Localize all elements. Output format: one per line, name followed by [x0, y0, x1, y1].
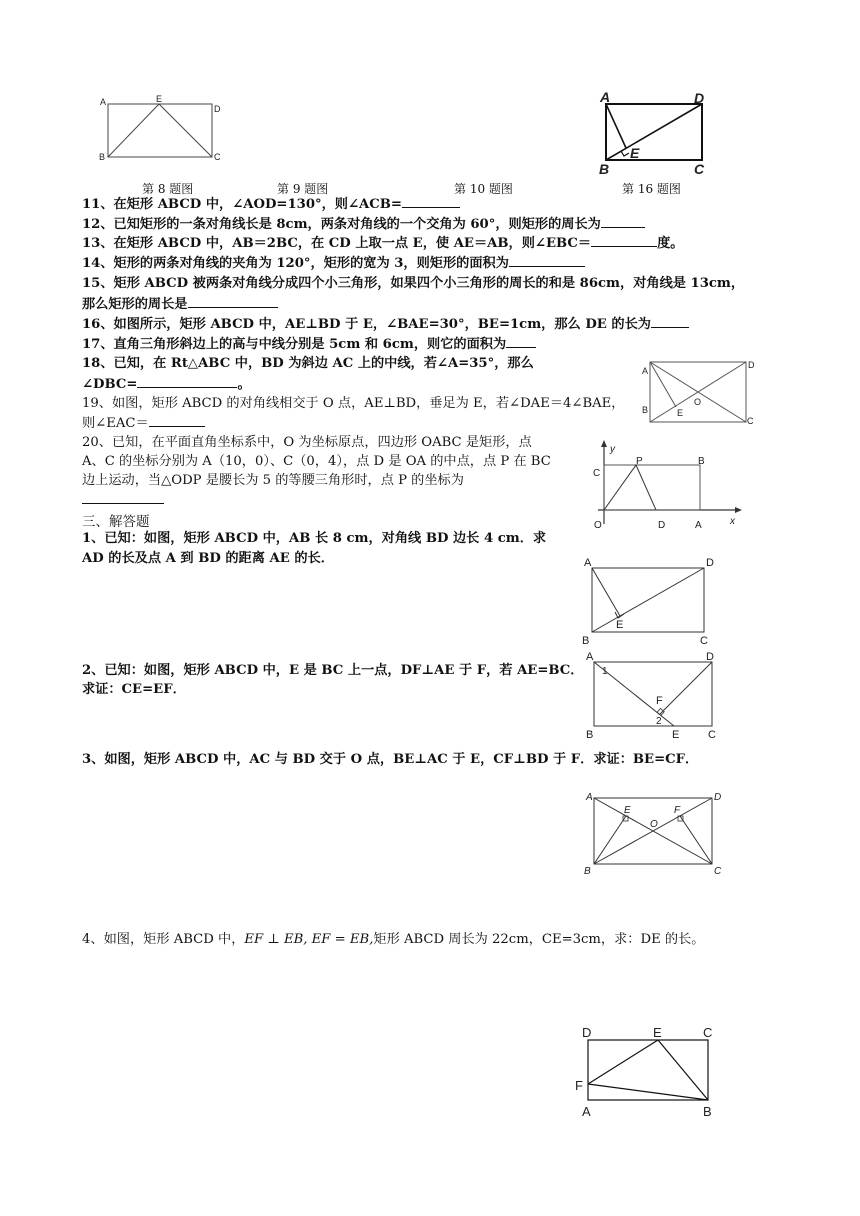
question-11-text: 11、在矩形 ABCD 中，∠AOD=130°，则∠ACB= [82, 197, 402, 212]
problem-4-text-start: 4、如图，矩形 ABCD 中， [82, 932, 245, 947]
p4-label-F: F [575, 1078, 583, 1093]
figure-19 [638, 358, 758, 428]
fig8-label-D: D [214, 104, 221, 114]
question-18-text-line2: ∠DBC= [82, 377, 138, 392]
p4-label-D: D [582, 1025, 592, 1040]
question-12 [82, 215, 645, 234]
problem-4 [82, 931, 704, 949]
question-19-text-line1: 19、如图，矩形 ABCD 的对角线相交于 O 点，AE⊥BD，垂足为 E，若∠DAE＝4∠BAE， [82, 396, 625, 411]
question-18 [82, 355, 534, 373]
p3-label-E: E [624, 805, 631, 816]
problem-3-text: 3、如图，矩形 ABCD 中，AC 与 BD 交于 O 点，BE⊥AC 于 E，CF⊥BD 于 F．求证：BE=CF． [82, 752, 699, 767]
p2-label-B: B [586, 729, 594, 741]
figure-16 [594, 90, 714, 178]
p2-label-two: 2 [656, 716, 662, 727]
fig20-x-arrow [735, 507, 742, 513]
fig16-label-A: A [600, 90, 611, 105]
p2-rectangle [594, 662, 712, 726]
caption-fig16: 第 16 题图 [622, 182, 681, 196]
problem-4-math: EF ⊥ EB, EF = EB, [244, 932, 374, 947]
p4-segment-FB [588, 1084, 708, 1100]
problem-3 [82, 751, 698, 769]
p4-segment-EB [658, 1040, 708, 1100]
answer-blank-15[interactable] [188, 295, 278, 308]
question-18-text-line1: 18、已知，在 Rt△ABC 中，BD 为斜边 AC 上的中线，若∠A=35°，那么 [82, 356, 534, 371]
question-16 [82, 315, 689, 334]
question-20-line2 [82, 453, 551, 471]
question-18-line2 [82, 375, 251, 394]
problem-1-text-line1: 1、已知：如图，矩形 ABCD 中，AB 长 8 cm，对角线 BD 边长 4 cm．求 [82, 531, 547, 546]
question-11 [82, 195, 460, 214]
p3-label-O: O [650, 819, 658, 830]
p3-label-D: D [714, 792, 722, 803]
question-17 [82, 335, 536, 354]
fig19-segment-AE [650, 362, 676, 407]
p4-label-B: B [703, 1104, 712, 1119]
fig20-label-P: P [636, 456, 643, 467]
p3-label-F: F [674, 805, 681, 816]
answer-blank-17[interactable] [506, 335, 536, 348]
question-13 [82, 234, 683, 253]
figure-problem-3 [580, 786, 730, 878]
fig16-label-E: E [630, 145, 640, 161]
fig19-label-C: C [747, 416, 754, 426]
fig8-segment-EC [159, 104, 212, 157]
fig8-label-B: B [99, 152, 106, 162]
caption-fig8: 第 8 题图 [142, 182, 194, 196]
p1-label-A: A [584, 557, 592, 569]
answer-blank-12[interactable] [601, 215, 645, 228]
p3-segment-CF [680, 816, 712, 864]
fig20-label-D: D [658, 520, 666, 530]
fig8-label-E: E [156, 94, 163, 104]
fig8-segment-EB [108, 104, 159, 157]
question-19 [82, 395, 624, 413]
fig16-right-angle-mark [621, 151, 629, 156]
question-13-unit: 度。 [657, 236, 684, 251]
caption-fig10: 第 10 题图 [454, 182, 513, 196]
p2-label-C: C [708, 729, 716, 741]
fig8-label-A: A [100, 97, 107, 107]
p3-label-A: A [586, 792, 593, 803]
fig19-label-D: D [748, 360, 755, 370]
p2-right-angle-mark [657, 708, 664, 715]
answer-blank-11[interactable] [402, 195, 460, 208]
fig20-label-C: C [593, 468, 601, 479]
p3-label-C: C [714, 866, 722, 877]
p2-label-F: F [656, 695, 663, 707]
fig16-diagonal-BD [606, 104, 702, 160]
p4-rectangle [588, 1040, 708, 1100]
p4-label-C: C [703, 1025, 713, 1040]
p4-label-A: A [582, 1104, 591, 1119]
answer-blank-18[interactable] [137, 375, 237, 388]
problem-4-text-end: 矩形 ABCD 周长为 22cm，CE=3cm，求：DE 的长。 [373, 932, 705, 947]
fig19-label-O: O [694, 397, 702, 407]
problem-2-text-line2: 求证：CE=EF． [82, 682, 186, 697]
fig20-label-A: A [695, 520, 702, 530]
fig19-label-A: A [642, 366, 649, 376]
question-17-text: 17、直角三角形斜边上的高与中线分别是 5cm 和 6cm，则它的面积为 [82, 337, 507, 352]
p2-label-D: D [706, 651, 714, 663]
fig16-label-B: B [599, 161, 610, 177]
fig20-label-B: B [698, 456, 705, 467]
problem-2 [82, 662, 583, 680]
p3-segment-BE [594, 816, 626, 864]
fig16-label-D: D [694, 90, 705, 106]
figure-8 [98, 94, 228, 166]
fig8-rectangle [108, 104, 212, 157]
p3-label-B: B [584, 866, 591, 877]
fig20-label-O: O [594, 520, 602, 530]
question-20-line4 [82, 491, 164, 510]
p4-segment-EF [588, 1040, 658, 1084]
answer-blank-13[interactable] [591, 234, 657, 247]
question-12-text: 12、已知矩形的一条对角线长是 8cm，两条对角线的一个交角为 60°，则矩形的周长为 [82, 217, 601, 232]
answer-blank-20[interactable] [82, 491, 164, 504]
question-20-line3 [82, 472, 464, 490]
p4-label-E: E [653, 1025, 662, 1040]
problem-2-text-line1: 2、已知：如图，矩形 ABCD 中，E 是 BC 上一点，DF⊥AE 于 F，若 AE=BC． [82, 663, 584, 678]
fig20-triangle-ODP [604, 465, 656, 510]
p2-label-one: 1 [602, 666, 608, 677]
fig19-label-E: E [677, 408, 684, 418]
fig19-label-B: B [642, 405, 649, 415]
question-14-text: 14、矩形的两条对角线的夹角为 120°，矩形的宽为 3，则矩形的面积为 [82, 256, 509, 271]
question-18-end: 。 [237, 377, 251, 392]
question-20-text-line3: 边上运动，当△ODP 是腰长为 5 的等腰三角形时，点 P 的坐标为 [82, 473, 464, 488]
question-20-text-line2: A、C 的坐标分别为 A（10，0）、C（0，4），点 D 是 OA 的中点，点 P 在 BC [82, 454, 551, 469]
question-19-text-line2: 则∠EAC＝ [82, 416, 149, 431]
section-title: 三、解答题 [82, 514, 150, 530]
p2-segment-DF [660, 662, 712, 714]
fig16-segment-AE [606, 104, 626, 148]
question-20-text-line1: 20、已知，在平面直角坐标系中，O 为坐标原点，四边形 OABC 是矩形，点 [82, 435, 532, 450]
answer-blank-16[interactable] [651, 315, 689, 328]
fig8-label-C: C [214, 152, 221, 162]
problem-1-text-line2: AD 的长及点 A 到 BD 的距离 AE 的长． [82, 551, 334, 566]
p2-label-E: E [672, 729, 680, 741]
answer-blank-19[interactable] [149, 414, 205, 427]
p1-label-C: C [700, 635, 708, 647]
fig20-label-x: x [730, 516, 735, 527]
problem-2-line2 [82, 681, 186, 699]
figure-problem-2 [580, 646, 726, 742]
p2-label-A: A [586, 651, 594, 663]
question-15 [82, 275, 744, 293]
p1-label-E: E [616, 619, 624, 631]
problem-1-line2 [82, 550, 334, 568]
question-14 [82, 254, 585, 273]
fig16-label-C: C [694, 161, 705, 177]
p1-diagonal-BD [592, 568, 704, 632]
question-15-text-line2: 那么矩形的周长是 [82, 297, 188, 312]
question-20 [82, 434, 532, 452]
caption-fig9: 第 9 题图 [277, 182, 329, 196]
fig20-y-arrow [601, 440, 607, 447]
figure-20 [588, 438, 748, 530]
answer-blank-14[interactable] [509, 254, 585, 267]
question-15-line2 [82, 295, 278, 314]
figure-problem-4 [570, 1024, 730, 1124]
problem-1 [82, 530, 546, 548]
question-15-text-line1: 15、矩形 ABCD 被两条对角线分成四个小三角形，如果四个小三角形的周长的和是 86cm，对角线是 13cm， [82, 276, 745, 291]
question-13-text: 13、在矩形 ABCD 中，AB＝2BC，在 CD 上取一点 E，使 AE＝AB，则∠EBC＝ [82, 236, 592, 251]
p1-segment-AE [592, 568, 620, 616]
fig20-rectangle-OABC [604, 465, 700, 510]
p1-label-B: B [582, 635, 590, 647]
p1-label-D: D [706, 557, 714, 569]
question-16-text: 16、如图所示，矩形 ABCD 中，AE⊥BD 于 E，∠BAE=30°，BE=1cm，那么 DE 的长为 [82, 317, 651, 332]
question-19-line2 [82, 414, 205, 433]
figure-problem-1 [578, 556, 728, 648]
fig20-label-y: y [610, 444, 615, 455]
